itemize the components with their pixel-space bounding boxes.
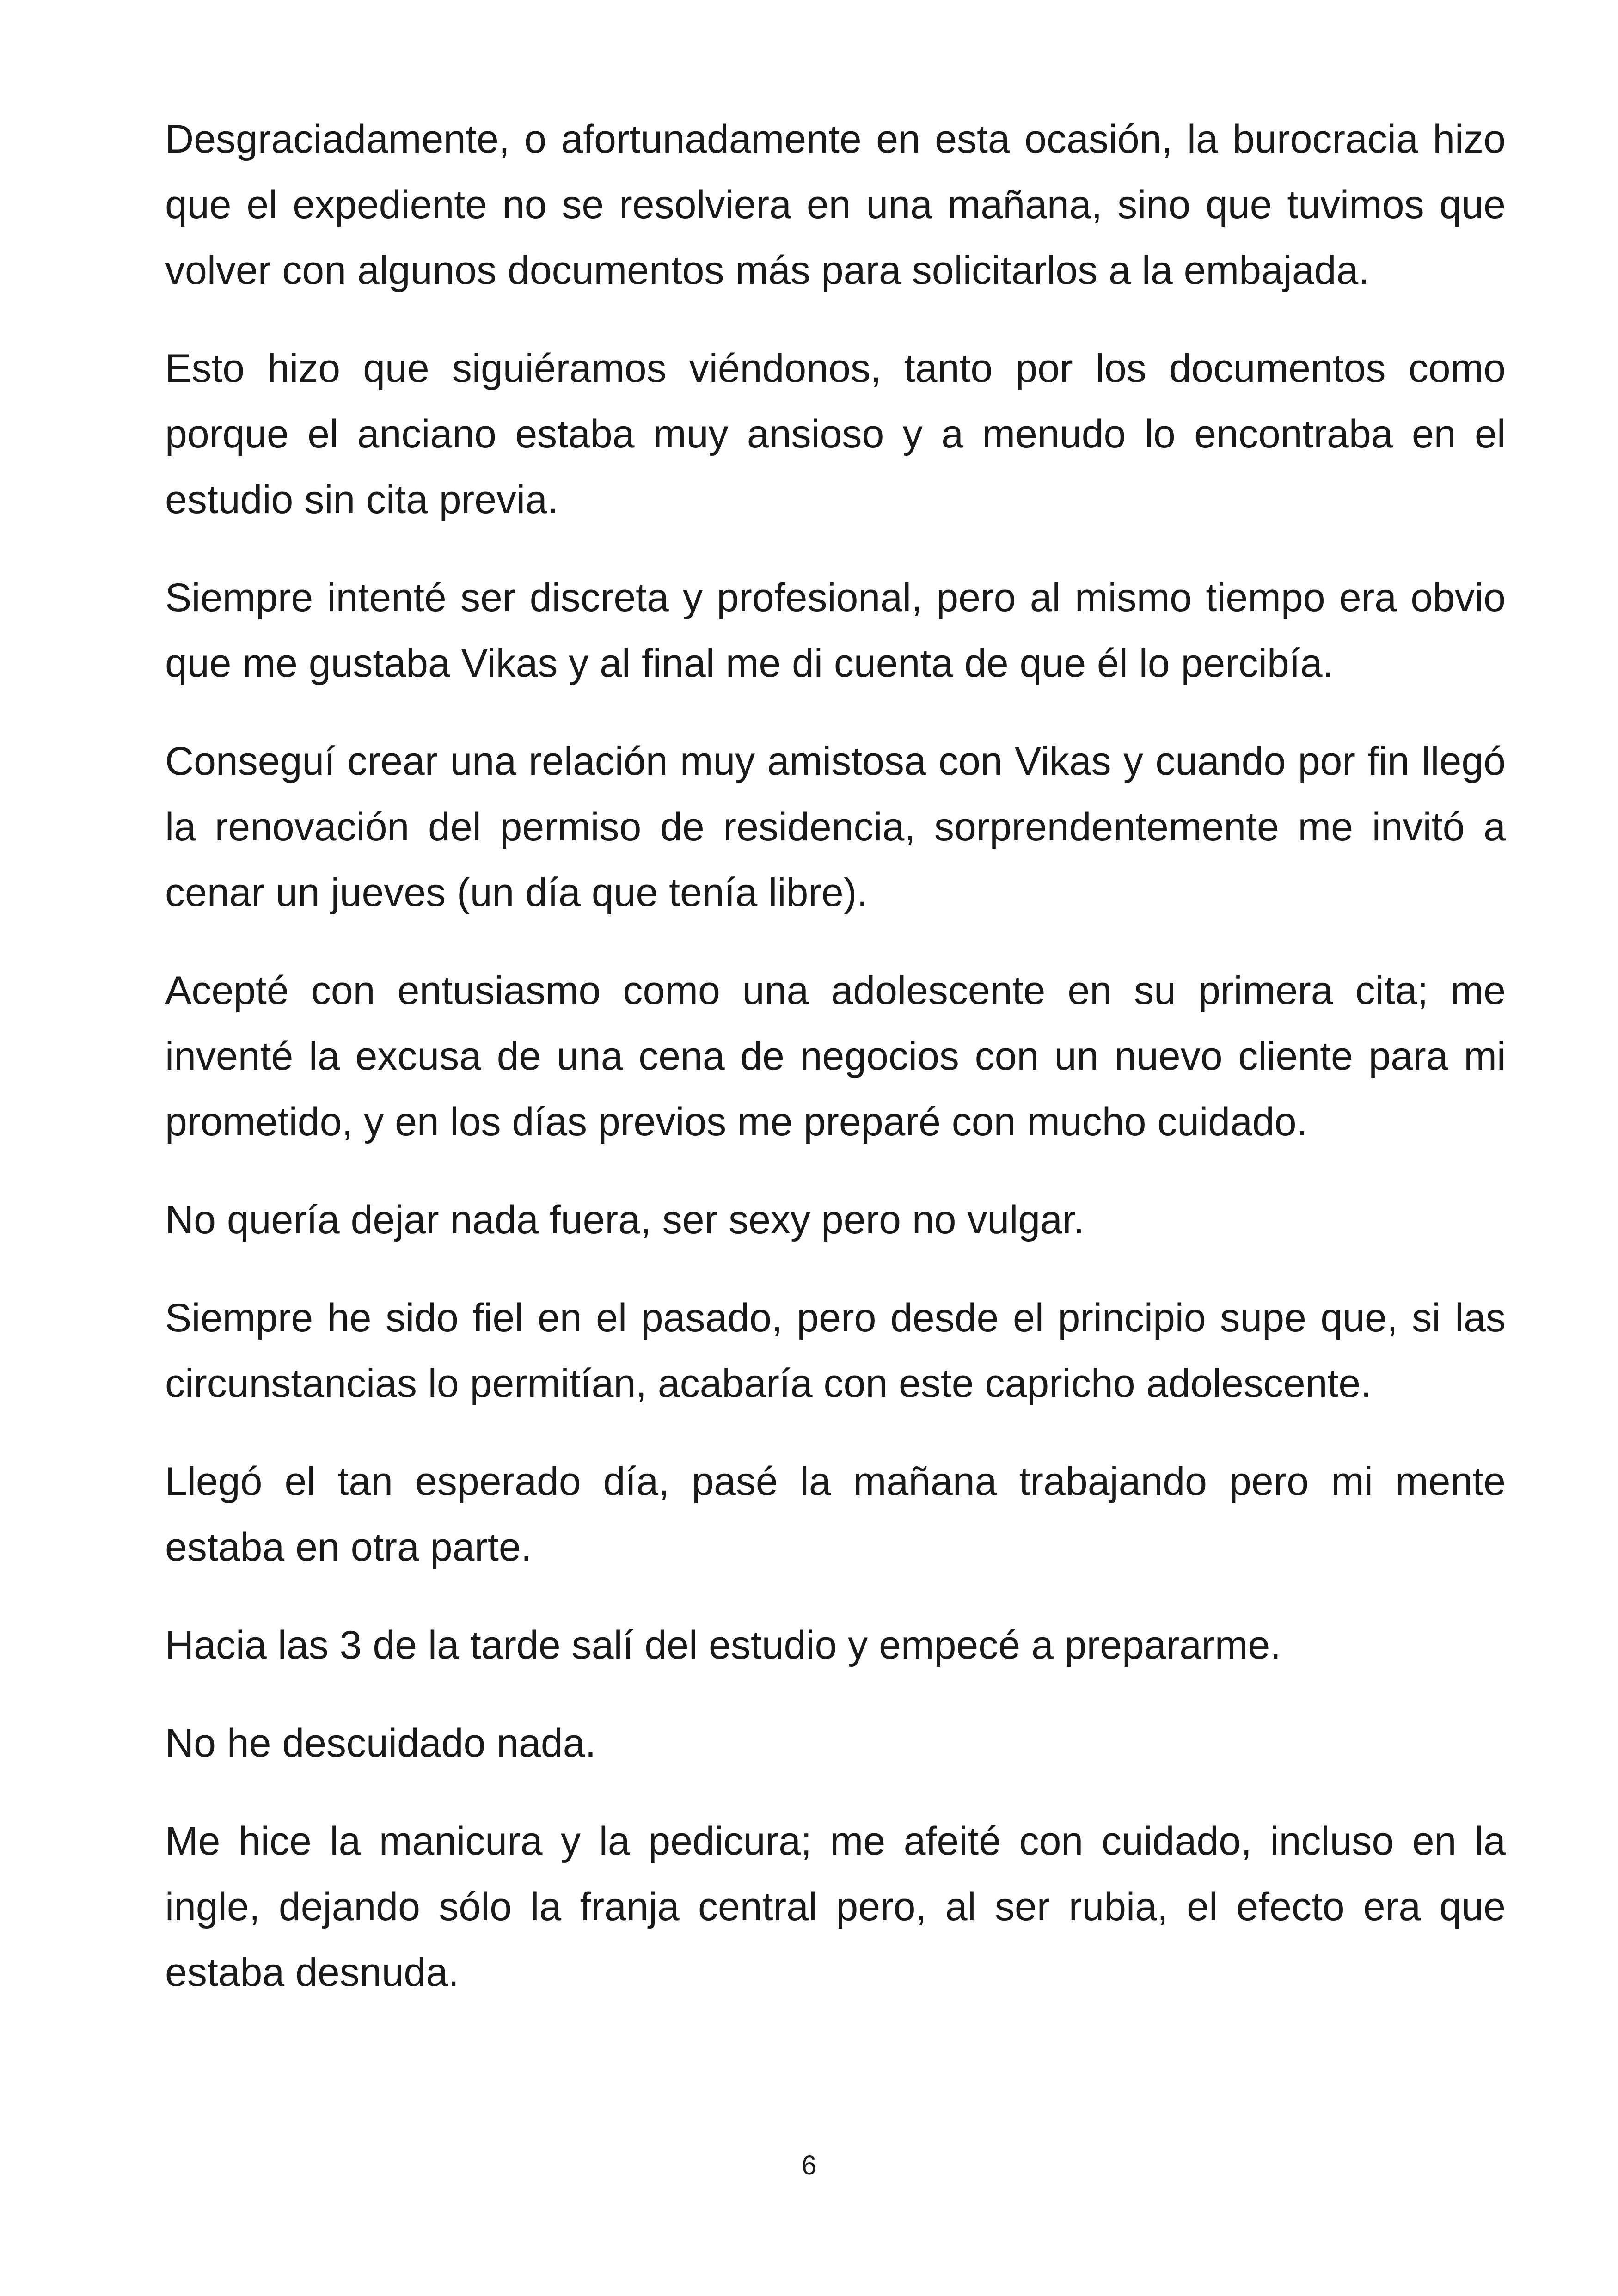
paragraph: Desgraciadamente, o afortunadamente en esta ocasión, la burocracia hizo que el expediente no se resolviera en una mañana, sino que tuvimos que volver con algunos documentos más para solicitarlos a la embajada. [165,117,1506,293]
paragraph: Conseguí crear una relación muy amistosa con Vikas y cuando por fin llegó la renovación del permiso de residencia, sorprendentemente me invitó a cenar un jueves (un día que tenía libre). [165,739,1506,915]
paragraph: Esto hizo que siguiéramos viéndonos, tanto por los documentos como porque el anciano estaba muy ansioso y a menudo lo encontraba en el estudio sin cita previa. [165,346,1506,522]
page-number: 6 [801,2150,817,2180]
paragraph: No quería dejar nada fuera, ser sexy pero no vulgar. [165,1198,1085,1242]
paragraph: Me hice la manicura y la pedicura; me afeité con cuidado, incluso en la ingle, dejando sólo la franja central pero, al ser rubia, el efecto era que estaba desnuda. [165,1819,1506,1995]
paragraph: No he descuidado nada. [165,1721,596,1765]
body-text [165,106,1506,2038]
paragraph: Llegó el tan esperado día, pasé la mañana trabajando pero mi mente estaba en otra parte. [165,1459,1506,1569]
paragraph: Siempre intenté ser discreta y profesional, pero al mismo tiempo era obvio que me gustaba Vikas y al final me di cuenta de que él lo percibía. [165,576,1506,686]
paragraph: Hacia las 3 de la tarde salí del estudio y empecé a prepararme. [165,1623,1281,1667]
paragraph: Siempre he sido fiel en el pasado, pero desde el principio supe que, si las circunstancias lo permitían, acabaría con este capricho adolescente. [165,1296,1506,1406]
paragraph: Acepté con entusiasmo como una adolescente en su primera cita; me inventé la excusa de una cena de negocios con un nuevo cliente para mi prometido, y en los días previos me preparé con mucho cuidado. [165,968,1506,1144]
